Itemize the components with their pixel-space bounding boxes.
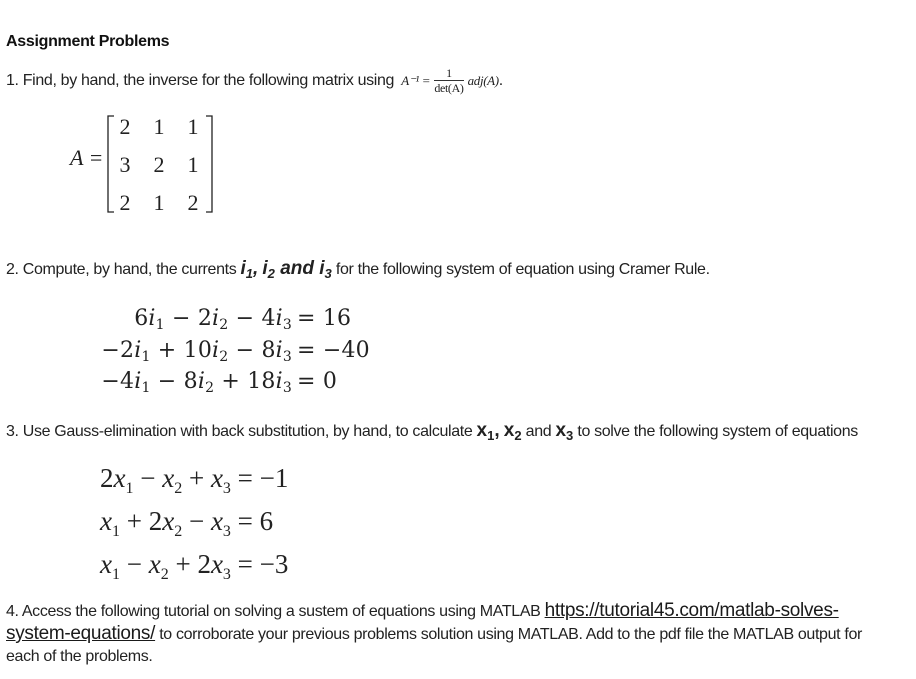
var-i2: [262, 258, 331, 279]
var: i: [148, 306, 156, 331]
var-subscript: 2: [514, 428, 522, 443]
var-letter: x: [476, 420, 488, 441]
operator: +: [157, 338, 177, 363]
tutorial-link[interactable]: https://tutorial45.com/matlab-solves-system-equations/: [6, 600, 839, 644]
sub: 3: [282, 349, 292, 365]
var-x2: [504, 420, 522, 441]
sub: 1: [155, 317, 165, 333]
sub: 2: [160, 566, 169, 583]
problem-1-text: 1. Find, by hand, the inverse for the following matrix using: [6, 72, 395, 90]
var-letter: i: [319, 258, 325, 279]
sub: 2: [174, 480, 183, 497]
problem-4-text-after: to corroborate your previous problems solution using MATLAB. Add to the pdf file the MATLAB output for each of the problems.: [6, 626, 862, 665]
var-subscript: 3: [566, 428, 574, 443]
gauss-equation-3: [100, 549, 288, 584]
rhs: = −3: [237, 549, 289, 579]
inverse-formula-fraction: [434, 67, 463, 95]
var: x: [210, 463, 223, 493]
cramer-equation-2: [101, 338, 292, 365]
operator: −: [235, 338, 255, 363]
var-x3: [555, 420, 573, 441]
var-x1: [477, 420, 500, 441]
problem-2-text-after: for the following system of equation using Cramer Rule.: [335, 261, 710, 278]
sub: 3: [222, 480, 231, 497]
fraction-denominator: det(A): [434, 81, 464, 95]
problem-2-statement: [6, 258, 710, 281]
var: i: [275, 338, 283, 363]
var: x: [162, 463, 175, 493]
matrix-cell: 2: [119, 190, 131, 215]
gauss-equation-1: [100, 463, 288, 498]
problem-1-statement: [6, 67, 503, 95]
matrix-a: [115, 114, 215, 214]
and-word: and: [280, 258, 314, 279]
coef: 10: [183, 338, 213, 363]
operator: −: [188, 506, 205, 536]
var-subscript: 2: [267, 266, 275, 281]
var: x: [113, 463, 126, 493]
var-subscript: 1: [487, 428, 495, 443]
matrix-cell: 1: [187, 114, 199, 139]
matrix-symbol: A =: [70, 145, 104, 170]
operator: −: [140, 463, 156, 493]
page-title: Assignment Problems: [6, 33, 170, 50]
problem-3-statement: [6, 420, 858, 443]
sub: 2: [174, 523, 183, 540]
coef: −2: [101, 338, 135, 363]
sub: 3: [282, 380, 292, 396]
problem-1-period: .: [498, 72, 503, 90]
operator: −: [235, 306, 255, 331]
sub: 1: [141, 349, 151, 365]
problem-4-statement: [6, 600, 886, 668]
cramer-equation-3-rhs: = 0: [297, 369, 338, 394]
coef: 4: [261, 306, 276, 331]
problem-2-text-before: 2. Compute, by hand, the currents: [6, 261, 237, 278]
var: i: [212, 338, 220, 363]
separator: ,: [494, 420, 500, 441]
sub: 2: [219, 317, 229, 333]
inverse-formula-rhs: adj(A): [467, 73, 499, 89]
problem-3-text-after: to solve the following system of equations: [577, 423, 858, 440]
coef: 8: [183, 369, 198, 394]
var: x: [148, 549, 161, 579]
coef: 2: [197, 549, 211, 579]
var-letter: x: [503, 420, 515, 441]
operator: +: [221, 369, 241, 394]
sub: 3: [222, 523, 231, 540]
matrix-cell: 1: [153, 114, 165, 139]
cramer-equation-3: [101, 369, 292, 396]
operator: −: [157, 369, 177, 394]
var-i1: [240, 258, 258, 279]
coef: 6: [134, 306, 149, 331]
matrix-cell: 1: [153, 190, 165, 215]
var: x: [100, 506, 112, 536]
gauss-equation-2: [100, 506, 273, 541]
var: x: [210, 549, 223, 579]
sub: 1: [125, 480, 134, 497]
var: i: [134, 369, 142, 394]
problem-4-text-before: 4. Access the following tutorial on solving a sustem of equations using MATLAB: [6, 603, 541, 620]
sub: 3: [222, 566, 231, 583]
var: i: [134, 338, 142, 363]
sub: 1: [141, 380, 151, 396]
var: i: [275, 306, 283, 331]
sub: 1: [111, 523, 120, 540]
coef: 2: [148, 506, 163, 536]
var: x: [162, 506, 175, 536]
and-word: and: [525, 423, 552, 440]
coef: −4: [101, 369, 135, 394]
var: i: [212, 306, 220, 331]
rhs: = 6: [237, 506, 274, 536]
operator: +: [188, 463, 205, 493]
var: i: [197, 369, 206, 394]
var-subscript: 3: [324, 266, 332, 281]
sub: 3: [282, 317, 292, 333]
problem-3-text-before: 3. Use Gauss-elimination with back substitution, by hand, to calculate: [6, 423, 473, 440]
var-letter: x: [555, 420, 567, 441]
operator: −: [126, 549, 142, 579]
operator: −: [171, 306, 191, 331]
var-subscript: 1: [245, 266, 253, 281]
coef: 18: [247, 369, 276, 394]
sub: 2: [205, 380, 215, 396]
var-letter: i: [262, 258, 268, 279]
cramer-equation-2-rhs: = −40: [297, 338, 370, 363]
sub: 1: [111, 566, 120, 583]
separator: ,: [253, 258, 259, 279]
rhs: = −1: [237, 463, 289, 493]
matrix-cell: 2: [119, 114, 131, 139]
var-letter: i: [240, 258, 246, 279]
coef: 2: [100, 463, 114, 493]
matrix-cell: 3: [119, 152, 131, 177]
coef: 8: [261, 338, 276, 363]
operator: +: [126, 506, 142, 536]
matrix-cell: 2: [187, 190, 199, 215]
cramer-equation-1: [134, 306, 292, 333]
var: x: [100, 549, 112, 579]
fraction-numerator: 1: [434, 67, 463, 81]
cramer-equation-1-rhs: = 16: [297, 306, 352, 331]
matrix-cell: 2: [153, 152, 165, 177]
matrix-cell: 1: [187, 152, 199, 177]
inverse-formula-lhs: A⁻¹ =: [401, 73, 431, 89]
coef: 2: [197, 306, 213, 331]
var: x: [210, 506, 223, 536]
var: i: [275, 369, 283, 394]
matrix-label: [70, 145, 103, 171]
operator: +: [175, 549, 191, 579]
sub: 2: [219, 349, 229, 365]
